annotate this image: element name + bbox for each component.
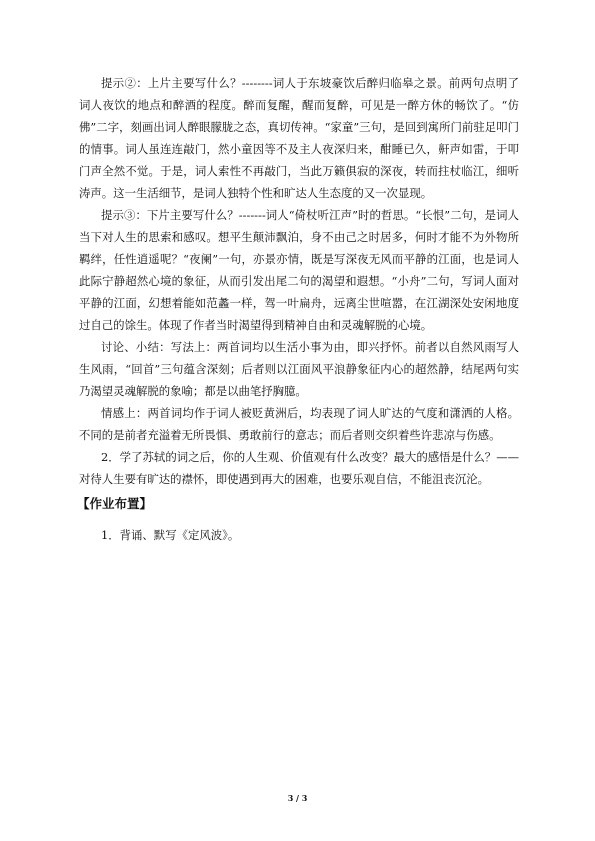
page-number: 3 / 3 xyxy=(287,793,308,803)
paragraph-summary-technique: 讨论、小结：写法上：两首词均以生活小事为由，即兴抒怀。前者以自然风雨写人生风雨，“回首”三句蕴含深刻；后者则以江面风平浪静象征内心的超然静，结尾两句实乃渴望灵魂解脱的象喻；都是以曲笔抒胸臆。 xyxy=(79,340,519,398)
homework-heading: 【作业布置】 xyxy=(77,496,153,511)
homework-item: 1．背诵、默写《定风波》。 xyxy=(101,528,240,542)
paragraph-summary-emotion: 情感上：两首词均作于词人被贬黄洲后，均表现了词人旷达的气度和潇洒的人格。不同的是前者充溢着无所畏惧、勇敢前行的意志；而后者则交织着些许悲凉与伤感。 xyxy=(79,406,519,442)
paragraph-hint-3: 提示③：下片主要写什么？-------词人“倚杖听江声”时的哲思。“长恨”二句，是词人当下对人生的思索和感叹。想平生颠沛飘泊，身不由己之时居多，何时才能不为外物所羁绊，任性逍遥呢？“夜阑”一句，亦景亦情，既是写深夜无风而平静的江面，也是词人此际宁静超然心境的象征，从而引发出尾二句的渴望和遐想。“小舟”二句，写词人面对平静的江面，幻想着能如范蠡一样，驾一叶扁舟，远离尘世喧嚣，在江湖深处安闲地度过自己的馀生。体现了作者当时渴望得到精神自由和灵魂解脱的心境。 xyxy=(79,208,519,332)
document-body xyxy=(79,72,519,546)
paragraph-question-2: 2．学了苏轼的词之后，你的人生观、价值观有什么改变？最大的感悟是什么？——对待人生要有旷达的襟怀，即使遇到再大的困难，也要乐观自信，不能沮丧沉沦。 xyxy=(79,450,519,486)
paragraph-hint-2: 提示②：上片主要写什么？--------词人于东坡豪饮后醉归临皋之景。前两句点明了词人夜饮的地点和醉酒的程度。醉而复醒，醒而复醉，可见是一醉方休的畅饮了。“仿佛”二字，刻画出词人醉眼朦胧之态，真切传神。“家童”三句，是回到寓所门前驻足叩门的情事。词人虽连连敲门，然小童因等不及主人夜深归来，酣睡已久，鼾声如雷，于叩门声全然不觉。于是，词人索性不再敲门，当此万籁俱寂的深夜，转而拄杖临江，细听涛声。这一生活细节，是词人独特个性和旷达人生态度的又一次显现。 xyxy=(79,76,519,200)
